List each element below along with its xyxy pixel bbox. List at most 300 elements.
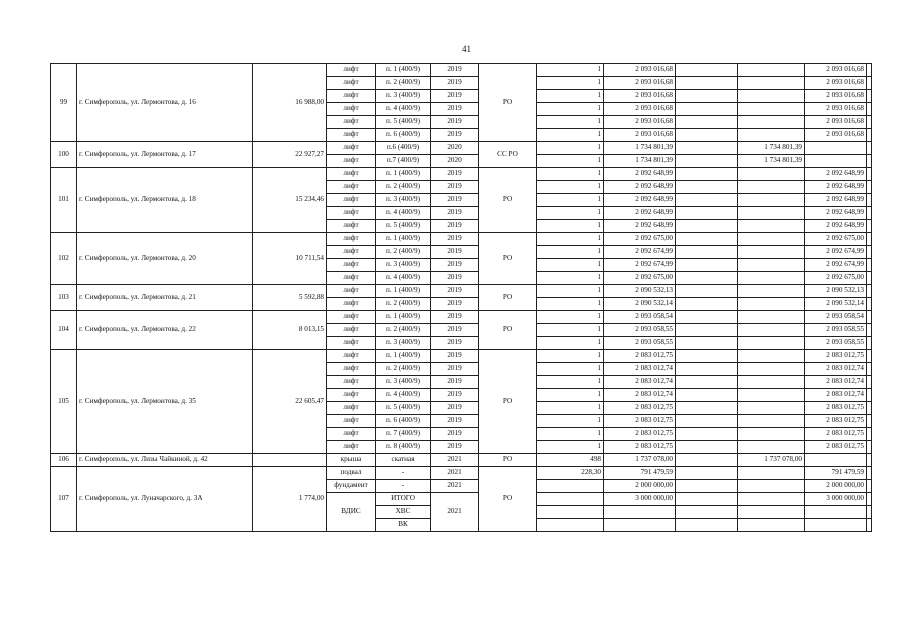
quantity: 228,30 — [537, 467, 604, 480]
address: г. Симферополь, ул. Лермонтова, д. 22 — [77, 311, 253, 350]
funding-3 — [805, 506, 867, 519]
year: 2019 — [431, 285, 479, 298]
element-detail: п. 1 (400/9) — [376, 64, 431, 77]
quantity: 1 — [537, 142, 604, 155]
funding-source: РО — [479, 311, 537, 350]
quantity: 1 — [537, 428, 604, 441]
total-cost: 2 083 012,75 — [604, 441, 676, 454]
extra-column — [867, 285, 872, 298]
funding-2 — [738, 519, 805, 532]
extra-column — [867, 441, 872, 454]
element-name: лифт — [327, 77, 376, 90]
address: г. Симферополь, ул. Лермонтова, д. 16 — [77, 64, 253, 142]
extra-column — [867, 454, 872, 467]
element-name: лифт — [327, 389, 376, 402]
extra-column — [867, 207, 872, 220]
year: 2021 — [431, 454, 479, 467]
year: 2019 — [431, 272, 479, 285]
funding-3: 2 083 012,75 — [805, 402, 867, 415]
extra-column — [867, 415, 872, 428]
table-row — [51, 168, 872, 181]
quantity: 1 — [537, 259, 604, 272]
quantity: 1 — [537, 324, 604, 337]
funding-3: 2 083 012,75 — [805, 428, 867, 441]
element-name: лифт — [327, 181, 376, 194]
funding-2 — [738, 402, 805, 415]
year: 2021 — [431, 467, 479, 480]
element-name: лифт — [327, 350, 376, 363]
funding-2 — [738, 77, 805, 90]
funding-1 — [676, 285, 738, 298]
funding-1 — [676, 194, 738, 207]
row-number: 99 — [51, 64, 77, 142]
total-cost: 2 092 674,99 — [604, 259, 676, 272]
total-cost: 2 093 016,68 — [604, 77, 676, 90]
year: 2019 — [431, 220, 479, 233]
funding-3 — [805, 155, 867, 168]
table-row — [51, 142, 872, 155]
page-number: 41 — [462, 44, 471, 54]
element-detail: п. 3 (400/9) — [376, 337, 431, 350]
quantity: 1 — [537, 194, 604, 207]
funding-3: 2 092 675,00 — [805, 233, 867, 246]
total-cost: 2 090 532,13 — [604, 285, 676, 298]
funding-1 — [676, 467, 738, 480]
element-name: лифт — [327, 64, 376, 77]
funding-1 — [676, 298, 738, 311]
extra-column — [867, 311, 872, 324]
funding-1 — [676, 220, 738, 233]
quantity: 1 — [537, 311, 604, 324]
total-cost: 3 000 000,00 — [604, 493, 676, 506]
extra-column — [867, 350, 872, 363]
total-cost: 2 083 012,74 — [604, 363, 676, 376]
element-detail: п. 2 (400/9) — [376, 298, 431, 311]
element-detail: п. 1 (400/9) — [376, 168, 431, 181]
quantity: 1 — [537, 220, 604, 233]
building-area: 22 927,27 — [253, 142, 327, 168]
total-cost: 2 093 016,68 — [604, 116, 676, 129]
funding-2 — [738, 324, 805, 337]
funding-1 — [676, 519, 738, 532]
extra-column — [867, 129, 872, 142]
quantity — [537, 480, 604, 493]
extra-column — [867, 272, 872, 285]
extra-column — [867, 77, 872, 90]
quantity: 498 — [537, 454, 604, 467]
quantity: 1 — [537, 389, 604, 402]
extra-column — [867, 389, 872, 402]
element-detail: п.6 (400/9) — [376, 142, 431, 155]
year: 2019 — [431, 181, 479, 194]
year: 2019 — [431, 90, 479, 103]
element-name: лифт — [327, 116, 376, 129]
funding-1 — [676, 363, 738, 376]
funding-3: 2 083 012,74 — [805, 389, 867, 402]
element-detail: п. 1 (400/9) — [376, 285, 431, 298]
quantity: 1 — [537, 129, 604, 142]
funding-1 — [676, 77, 738, 90]
total-cost: 2 092 648,99 — [604, 168, 676, 181]
funding-1 — [676, 155, 738, 168]
funding-1 — [676, 168, 738, 181]
funding-3: 2 093 016,68 — [805, 90, 867, 103]
funding-1 — [676, 337, 738, 350]
address: г. Симферополь, ул. Лизы Чайкиной, д. 42 — [77, 454, 253, 467]
element-detail: п. 2 (400/9) — [376, 246, 431, 259]
element-detail: п. 1 (400/9) — [376, 311, 431, 324]
funding-2 — [738, 181, 805, 194]
funding-2 — [738, 194, 805, 207]
building-area — [253, 454, 327, 467]
funding-1 — [676, 181, 738, 194]
extra-column — [867, 376, 872, 389]
year: 2019 — [431, 168, 479, 181]
total-cost: 2 083 012,75 — [604, 428, 676, 441]
year: 2020 — [431, 155, 479, 168]
table-row — [51, 64, 872, 77]
address: г. Симферополь, ул. Лермонтова, д. 20 — [77, 233, 253, 285]
extra-column — [867, 116, 872, 129]
funding-1 — [676, 129, 738, 142]
element-name: лифт — [327, 376, 376, 389]
element-name: лифт — [327, 272, 376, 285]
funding-3: 2 092 648,99 — [805, 207, 867, 220]
funding-1 — [676, 259, 738, 272]
element-detail: п. 6 (400/9) — [376, 129, 431, 142]
funding-3: 2 083 012,75 — [805, 441, 867, 454]
extra-column — [867, 142, 872, 155]
quantity: 1 — [537, 155, 604, 168]
quantity: 1 — [537, 272, 604, 285]
extra-column — [867, 467, 872, 480]
building-area: 15 234,46 — [253, 168, 327, 233]
funding-1 — [676, 480, 738, 493]
funding-2 — [738, 350, 805, 363]
quantity — [537, 506, 604, 519]
total-cost: 2 092 648,99 — [604, 220, 676, 233]
total-cost: 2 083 012,75 — [604, 415, 676, 428]
element-detail: ВК — [376, 519, 431, 532]
funding-2: 1 734 801,39 — [738, 155, 805, 168]
element-name: лифт — [327, 402, 376, 415]
element-detail: п. 8 (400/9) — [376, 441, 431, 454]
funding-1 — [676, 103, 738, 116]
element-detail: п. 6 (400/9) — [376, 415, 431, 428]
quantity: 1 — [537, 207, 604, 220]
funding-3: 2 093 016,68 — [805, 129, 867, 142]
funding-3: 2 083 012,74 — [805, 376, 867, 389]
funding-3 — [805, 142, 867, 155]
extra-column — [867, 259, 872, 272]
extra-column — [867, 90, 872, 103]
year: 2019 — [431, 207, 479, 220]
address: г. Симферополь, ул. Лермонтова, д. 18 — [77, 168, 253, 233]
row-number: 107 — [51, 467, 77, 532]
funding-3: 2 093 016,68 — [805, 64, 867, 77]
total-cost: 2 090 532,14 — [604, 298, 676, 311]
building-area: 22 605,47 — [253, 350, 327, 454]
year: 2019 — [431, 415, 479, 428]
building-area: 8 013,15 — [253, 311, 327, 350]
address: г. Симферополь, ул. Луначарского, д. 3А — [77, 467, 253, 532]
year: 2019 — [431, 441, 479, 454]
element-name: лифт — [327, 363, 376, 376]
extra-column — [867, 168, 872, 181]
total-cost: 2 083 012,75 — [604, 350, 676, 363]
element-name: лифт — [327, 155, 376, 168]
element-name: лифт — [327, 142, 376, 155]
funding-1 — [676, 311, 738, 324]
funding-1 — [676, 207, 738, 220]
quantity: 1 — [537, 168, 604, 181]
extra-column — [867, 233, 872, 246]
funding-3: 3 000 000,00 — [805, 493, 867, 506]
total-cost: 1 737 078,00 — [604, 454, 676, 467]
building-area: 10 711,54 — [253, 233, 327, 285]
funding-1 — [676, 441, 738, 454]
row-number: 106 — [51, 454, 77, 467]
total-cost: 2 083 012,75 — [604, 402, 676, 415]
address: г. Симферополь, ул. Лермонтова, д. 35 — [77, 350, 253, 454]
funding-3: 2 090 532,13 — [805, 285, 867, 298]
funding-source: РО — [479, 454, 537, 467]
funding-source: РО — [479, 64, 537, 142]
total-cost: 2 093 058,54 — [604, 311, 676, 324]
element-detail: п. 7 (400/9) — [376, 428, 431, 441]
quantity: 1 — [537, 415, 604, 428]
element-name: лифт — [327, 246, 376, 259]
extra-column — [867, 298, 872, 311]
year: 2019 — [431, 77, 479, 90]
element-detail: п. 4 (400/9) — [376, 272, 431, 285]
element-name: лифт — [327, 441, 376, 454]
quantity: 1 — [537, 90, 604, 103]
funding-2 — [738, 337, 805, 350]
funding-3: 2 093 058,55 — [805, 324, 867, 337]
funding-3: 2 093 058,54 — [805, 311, 867, 324]
repair-schedule-table — [50, 63, 872, 532]
element-detail: - — [376, 467, 431, 480]
extra-column — [867, 402, 872, 415]
quantity: 1 — [537, 116, 604, 129]
extra-column — [867, 493, 872, 506]
extra-column — [867, 155, 872, 168]
element-detail: - — [376, 480, 431, 493]
extra-column — [867, 363, 872, 376]
total-cost: 2 083 012,74 — [604, 389, 676, 402]
quantity — [537, 493, 604, 506]
table-row — [51, 233, 872, 246]
element-detail: п. 2 (400/9) — [376, 363, 431, 376]
funding-2 — [738, 129, 805, 142]
funding-2: 1 737 078,00 — [738, 454, 805, 467]
quantity: 1 — [537, 64, 604, 77]
extra-column — [867, 220, 872, 233]
table-row — [51, 467, 872, 480]
total-cost — [604, 506, 676, 519]
funding-3: 2 083 012,74 — [805, 363, 867, 376]
funding-1 — [676, 64, 738, 77]
extra-column — [867, 519, 872, 532]
element-detail: п. 3 (400/9) — [376, 90, 431, 103]
element-detail: п.7 (400/9) — [376, 155, 431, 168]
year: 2019 — [431, 129, 479, 142]
address: г. Симферополь, ул. Лермонтова, д. 17 — [77, 142, 253, 168]
funding-3: 791 479,59 — [805, 467, 867, 480]
quantity: 1 — [537, 337, 604, 350]
funding-2 — [738, 259, 805, 272]
funding-1 — [676, 493, 738, 506]
element-detail: п. 3 (400/9) — [376, 194, 431, 207]
funding-3: 2 093 016,68 — [805, 116, 867, 129]
funding-3: 2 090 532,14 — [805, 298, 867, 311]
quantity — [537, 519, 604, 532]
year: 2019 — [431, 363, 479, 376]
table-row — [51, 311, 872, 324]
element-name: лифт — [327, 168, 376, 181]
element-name: лифт — [327, 324, 376, 337]
funding-1 — [676, 116, 738, 129]
element-name: лифт — [327, 194, 376, 207]
year: 2019 — [431, 324, 479, 337]
funding-1 — [676, 415, 738, 428]
funding-3 — [805, 454, 867, 467]
funding-2 — [738, 246, 805, 259]
quantity: 1 — [537, 402, 604, 415]
year: 2019 — [431, 311, 479, 324]
element-detail: ХВС — [376, 506, 431, 519]
funding-1 — [676, 454, 738, 467]
element-name: лифт — [327, 337, 376, 350]
total-cost: 1 734 801,39 — [604, 142, 676, 155]
funding-2 — [738, 415, 805, 428]
table-row — [51, 454, 872, 467]
funding-2 — [738, 363, 805, 376]
element-detail: п. 2 (400/9) — [376, 181, 431, 194]
extra-column — [867, 103, 872, 116]
total-cost — [604, 519, 676, 532]
funding-source: СС РО — [479, 142, 537, 168]
total-cost: 2 093 058,55 — [604, 324, 676, 337]
funding-3: 2 000 000,00 — [805, 480, 867, 493]
quantity: 1 — [537, 181, 604, 194]
quantity: 1 — [537, 246, 604, 259]
extra-column — [867, 324, 872, 337]
row-number: 100 — [51, 142, 77, 168]
element-detail: п. 5 (400/9) — [376, 220, 431, 233]
total-cost: 2 092 648,99 — [604, 207, 676, 220]
element-name: крыша — [327, 454, 376, 467]
total-cost: 2 093 016,68 — [604, 103, 676, 116]
element-name: лифт — [327, 90, 376, 103]
element-detail: п. 5 (400/9) — [376, 402, 431, 415]
element-name: лифт — [327, 259, 376, 272]
extra-column — [867, 428, 872, 441]
element-name: лифт — [327, 207, 376, 220]
funding-2 — [738, 64, 805, 77]
total-cost: 2 093 016,68 — [604, 64, 676, 77]
extra-column — [867, 64, 872, 77]
element-detail: п. 4 (400/9) — [376, 389, 431, 402]
total-cost: 2 092 674,99 — [604, 246, 676, 259]
year: 2019 — [431, 428, 479, 441]
funding-1 — [676, 90, 738, 103]
extra-column — [867, 480, 872, 493]
extra-column — [867, 337, 872, 350]
total-cost: 2 092 675,00 — [604, 272, 676, 285]
funding-3: 2 083 012,75 — [805, 415, 867, 428]
funding-2 — [738, 389, 805, 402]
funding-3: 2 092 648,99 — [805, 194, 867, 207]
funding-3: 2 092 674,99 — [805, 259, 867, 272]
element-name: подвал — [327, 467, 376, 480]
element-name: лифт — [327, 220, 376, 233]
year: 2019 — [431, 194, 479, 207]
element-detail: п. 1 (400/9) — [376, 350, 431, 363]
quantity: 1 — [537, 350, 604, 363]
row-number: 101 — [51, 168, 77, 233]
funding-1 — [676, 233, 738, 246]
quantity: 1 — [537, 285, 604, 298]
total-cost: 2 092 648,99 — [604, 194, 676, 207]
funding-1 — [676, 506, 738, 519]
extra-column — [867, 506, 872, 519]
total-cost: 791 479,59 — [604, 467, 676, 480]
funding-2 — [738, 207, 805, 220]
funding-source: РО — [479, 285, 537, 311]
year: 2019 — [431, 116, 479, 129]
quantity: 1 — [537, 376, 604, 389]
year: 2019 — [431, 376, 479, 389]
table-row — [51, 285, 872, 298]
element-name: лифт — [327, 233, 376, 246]
year: 2019 — [431, 103, 479, 116]
funding-2 — [738, 311, 805, 324]
element-detail: п. 2 (400/9) — [376, 324, 431, 337]
year: 2019 — [431, 350, 479, 363]
extra-column — [867, 181, 872, 194]
year: 2019 — [431, 246, 479, 259]
funding-1 — [676, 389, 738, 402]
element-name: лифт — [327, 298, 376, 311]
year: 2019 — [431, 259, 479, 272]
funding-3: 2 093 016,68 — [805, 77, 867, 90]
funding-3: 2 092 648,99 — [805, 168, 867, 181]
element-detail: п. 3 (400/9) — [376, 259, 431, 272]
quantity: 1 — [537, 441, 604, 454]
total-cost: 2 092 648,99 — [604, 181, 676, 194]
funding-1 — [676, 324, 738, 337]
year: 2019 — [431, 298, 479, 311]
funding-3 — [805, 519, 867, 532]
element-detail: п. 5 (400/9) — [376, 116, 431, 129]
quantity: 1 — [537, 233, 604, 246]
total-cost: 2 083 012,74 — [604, 376, 676, 389]
funding-2 — [738, 233, 805, 246]
total-cost: 2 093 058,55 — [604, 337, 676, 350]
quantity: 1 — [537, 77, 604, 90]
quantity: 1 — [537, 103, 604, 116]
building-area: 16 988,00 — [253, 64, 327, 142]
funding-2: 1 734 801,39 — [738, 142, 805, 155]
year: 2019 — [431, 402, 479, 415]
total-cost: 2 093 016,68 — [604, 90, 676, 103]
year: 2019 — [431, 233, 479, 246]
funding-2 — [738, 285, 805, 298]
building-area: 5 592,88 — [253, 285, 327, 311]
row-number: 105 — [51, 350, 77, 454]
